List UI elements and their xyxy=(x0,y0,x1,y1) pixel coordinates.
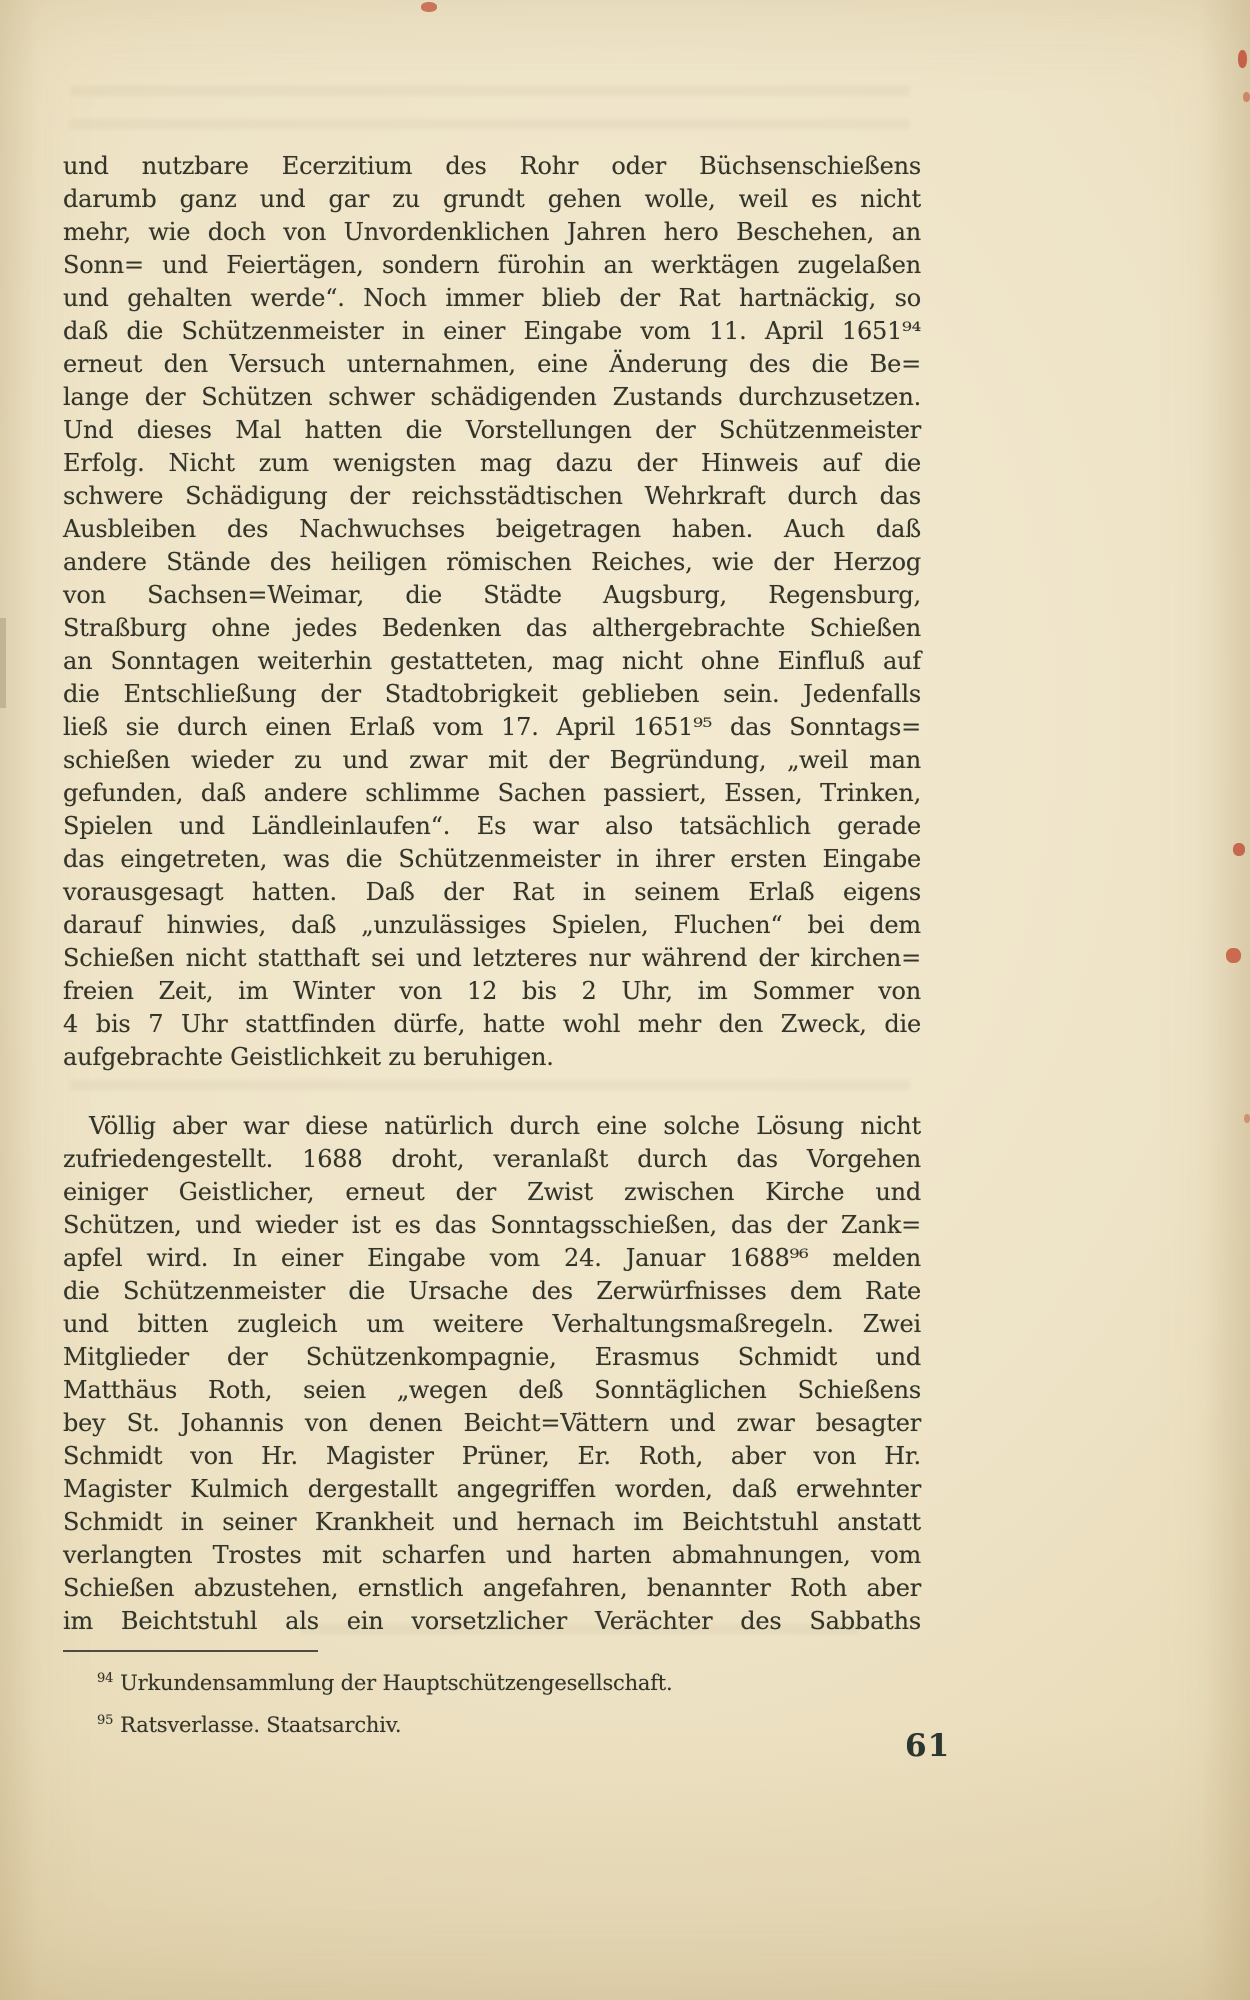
text-line: erneut den Versuch unternahmen, eine Änderung des die Be= xyxy=(63,350,921,378)
text-line: und nutzbare Ecerzitium des Rohr oder Büchsenschießens xyxy=(63,152,921,180)
paragraph xyxy=(63,150,921,1074)
scan-mark xyxy=(1233,843,1245,856)
footnote-separator xyxy=(63,1650,318,1652)
text-line: gefunden, daß andere schlimme Sachen passiert, Essen, Trinken, xyxy=(63,779,921,807)
paragraph xyxy=(63,1110,921,1638)
text-line: schießen wieder zu und zwar mit der Begründung, „weil man xyxy=(63,746,921,774)
text-line: und gehalten werde“. Noch immer blieb der Rat hartnäckig, so xyxy=(63,284,921,312)
text-line: darauf hinwies, daß „unzulässiges Spielen, Fluchen“ bei dem xyxy=(63,911,921,939)
scan-mark xyxy=(1238,50,1247,68)
scan-mark xyxy=(1243,92,1250,102)
text-line: die Entschließung der Stadtobrigkeit geblieben sein. Jedenfalls xyxy=(63,680,921,708)
text-line: Ausbleiben des Nachwuchses beigetragen haben. Auch daß xyxy=(63,515,921,543)
text-line: lange der Schützen schwer schädigenden Zustands durchzusetzen. xyxy=(63,383,921,411)
text-line: im Beichtstuhl als ein vorsetzlicher Verächter des Sabbaths xyxy=(63,1607,921,1635)
text-line: Sonn= und Feiertägen, sondern fürohin an werktägen zugelaßen xyxy=(63,251,921,279)
text-line: schwere Schädigung der reichsstädtischen Wehrkraft durch das xyxy=(63,482,921,510)
body-text xyxy=(63,150,921,1638)
text-line: das eingetreten, was die Schützenmeister in ihrer ersten Eingabe xyxy=(63,845,921,873)
text-line: Schmidt von Hr. Magister Prüner, Er. Roth, aber von Hr. xyxy=(63,1442,921,1470)
text-line: verlangten Trostes mit scharfen und harten abmahnungen, vom xyxy=(63,1541,921,1569)
text-line: bey St. Johannis von denen Beicht=Vättern und zwar besagter xyxy=(63,1409,921,1437)
text-line: 4 bis 7 Uhr stattfinden dürfe, hatte wohl mehr den Zweck, die xyxy=(63,1010,921,1038)
text-line: freien Zeit, im Winter von 12 bis 2 Uhr, im Sommer von xyxy=(63,977,921,1005)
text-line: Mitglieder der Schützenkompagnie, Erasmus Schmidt und xyxy=(63,1343,921,1371)
text-line: ließ sie durch einen Erlaß vom 17. April 1651⁹⁵ das Sonntags= xyxy=(63,713,921,741)
text-line: an Sonntagen weiterhin gestatteten, mag nicht ohne Einfluß auf xyxy=(63,647,921,675)
text-line: andere Stände des heiligen römischen Reiches, wie der Herzog xyxy=(63,548,921,576)
footnotes xyxy=(63,1660,921,1744)
text-line: daß die Schützenmeister in einer Eingabe vom 11. April 1651⁹⁴ xyxy=(63,317,921,345)
text-line: Schmidt in seiner Krankheit und hernach im Beichtstuhl anstatt xyxy=(63,1508,921,1536)
scan-mark xyxy=(0,618,6,708)
text-line: die Schützenmeister die Ursache des Zerwürfnisses dem Rate xyxy=(63,1277,921,1305)
text-line: Schützen, und wieder ist es das Sonntagsschießen, das der Zank= xyxy=(63,1211,921,1239)
reverse-page-showthrough xyxy=(70,86,910,144)
text-line: Spielen und Ländleinlaufen“. Es war also tatsächlich gerade xyxy=(63,812,921,840)
scan-mark xyxy=(1244,1114,1250,1123)
text-line: zufriedengestellt. 1688 droht, veranlaßt durch das Vorgehen xyxy=(63,1145,921,1173)
text-line: Erfolg. Nicht zum wenigsten mag dazu der Hinweis auf die xyxy=(63,449,921,477)
footnote: $^{94}$ Urkundensammlung der Hauptschützengesellschaft. xyxy=(97,1671,673,1695)
text-line: von Sachsen=Weimar, die Städte Augsburg, Regensburg, xyxy=(63,581,921,609)
text-line: apfel wird. In einer Eingabe vom 24. Januar 1688⁹⁶ melden xyxy=(63,1244,921,1272)
text-line: Magister Kulmich dergestallt angegriffen worden, daß erwehnter xyxy=(63,1475,921,1503)
text-line: aufgebrachte Geistlichkeit zu beruhigen. xyxy=(63,1043,554,1071)
text-line: Schießen abzustehen, ernstlich angefahren, benannter Roth aber xyxy=(63,1574,921,1602)
scan-mark xyxy=(421,2,437,12)
text-line: Matthäus Roth, seien „wegen deß Sonntäglichen Schießens xyxy=(63,1376,921,1404)
text-line: Völlig aber war diese natürlich durch eine solche Lösung nicht xyxy=(89,1112,921,1140)
text-line: Straßburg ohne jedes Bedenken das althergebrachte Schießen xyxy=(63,614,921,642)
footnote-marker: 95 xyxy=(97,1713,114,1728)
footnote-marker: 94 xyxy=(97,1671,114,1686)
scan-mark xyxy=(1226,948,1241,963)
text-line: Und dieses Mal hatten die Vorstellungen der Schützenmeister xyxy=(63,416,921,444)
text-line: mehr, wie doch von Unvordenklichen Jahren hero Beschehen, an xyxy=(63,218,921,246)
footnote: $^{95}$ Ratsverlasse. Staatsarchiv. xyxy=(97,1713,402,1737)
text-line: vorausgesagt hatten. Daß der Rat in seinem Erlaß eigens xyxy=(63,878,921,906)
text-line: und bitten zugleich um weitere Verhaltungsmaßregeln. Zwei xyxy=(63,1310,921,1338)
page-number: 61 xyxy=(905,1728,951,1764)
text-line: darumb ganz und gar zu grundt gehen wolle, weil es nicht xyxy=(63,185,921,213)
text-line: einiger Geistlicher, erneut der Zwist zwischen Kirche und xyxy=(63,1178,921,1206)
text-line: Schießen nicht statthaft sei und letzteres nur während der kirchen= xyxy=(63,944,921,972)
